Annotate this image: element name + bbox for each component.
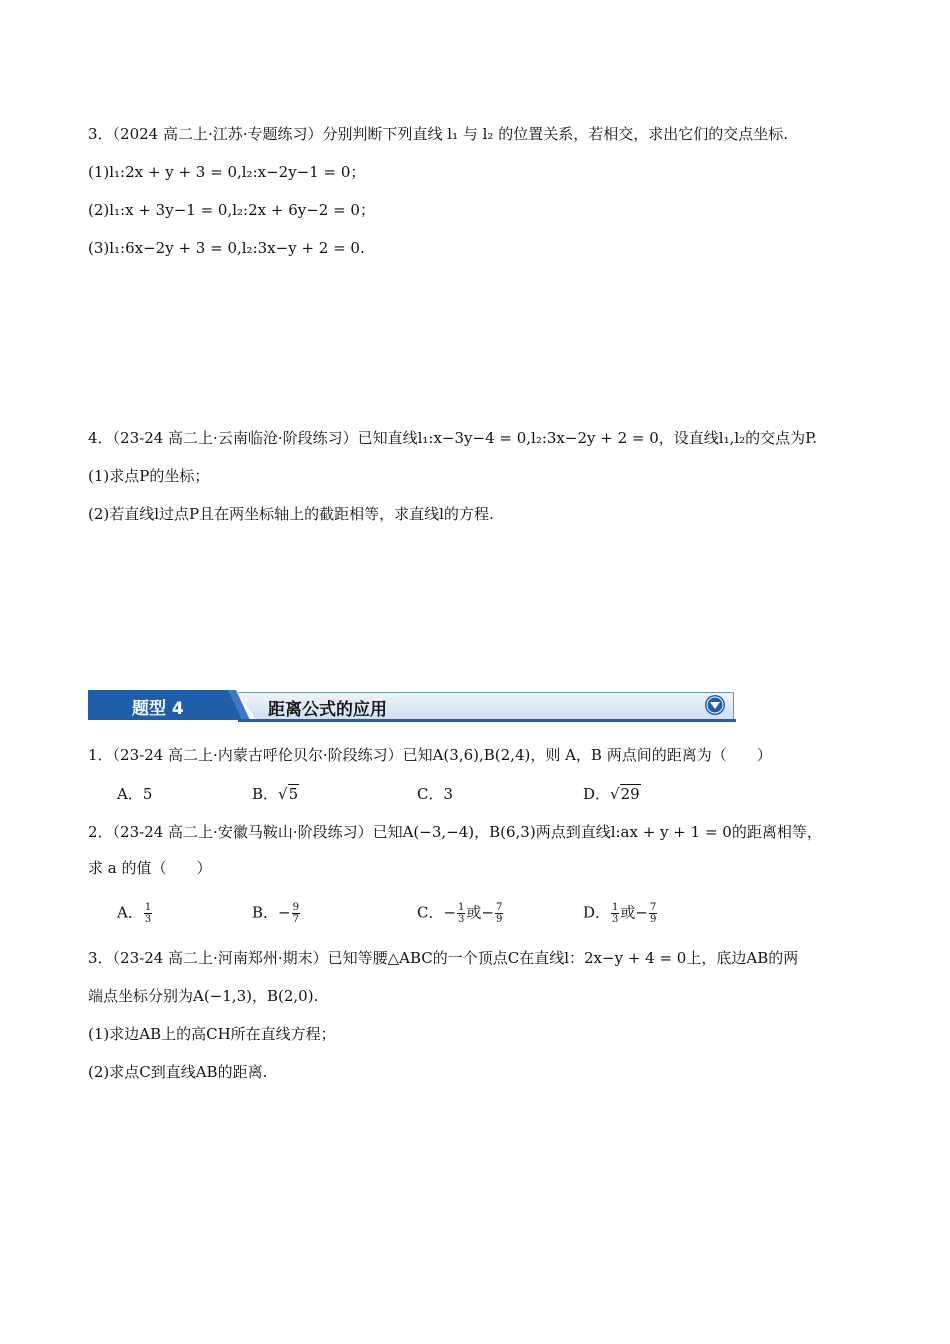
numerator: 1	[144, 902, 152, 913]
denominator: 7	[292, 914, 299, 925]
section-banner	[88, 690, 736, 722]
s2-option-c-mid: 或−	[466, 903, 494, 922]
fraction	[457, 902, 465, 925]
s3-stem-line-2: 端点坐标分别为A(−1,3)，B(2,0).	[88, 987, 319, 1005]
sqrt-sign: √29	[610, 785, 640, 803]
denominator: 9	[649, 914, 657, 925]
denominator: 9	[496, 914, 503, 925]
q3-part-1: (1)l₁:2x + y + 3 = 0,l₂:x−2y−1 = 0；	[88, 163, 366, 181]
numerator: 7	[649, 902, 657, 913]
s1-option-c: C．3	[417, 785, 454, 803]
fraction	[144, 902, 152, 925]
s1-option-d-radicand: 29	[620, 785, 640, 803]
chevron-down-circle-icon	[704, 694, 726, 716]
q3-stem: 3．（2024 高二上·江苏·专题练习）分别判断下列直线 l₁ 与 l₂ 的位置关系，若相交，求出它们的交点坐标.	[88, 125, 788, 143]
s2-stem-line-2: 求 a 的值（ ）	[88, 859, 212, 877]
s1-option-d	[583, 784, 641, 804]
numerator: 7	[496, 902, 503, 913]
fraction	[292, 902, 300, 925]
banner-title: 距离公式的应用	[268, 700, 387, 720]
denominator: 3	[144, 914, 152, 925]
s2-stem-line-1: 2．（23-24 高二上·安徽马鞍山·阶段练习）已知A(−3,−4)，B(6,3)两点到直线l:ax + y + 1 = 0的距离相等，	[88, 823, 822, 841]
s2-option-b	[252, 902, 301, 925]
s1-stem: 1．（23-24 高二上·内蒙古呼伦贝尔·阶段练习）已知A(3,6),B(2,4)，则 A，B 两点间的距离为（ ）	[88, 746, 772, 764]
q4-part-2: (2)若直线l过点P且在两坐标轴上的截距相等，求直线l的方程.	[88, 505, 494, 523]
fraction	[649, 902, 657, 925]
numerator: 1	[458, 902, 465, 913]
s1-option-b	[252, 784, 299, 804]
q4-stem: 4．（23-24 高二上·云南临沧·阶段练习）已知直线l₁:x−3y−4 = 0,l₂:3x−2y + 2 = 0，设直线l₁,l₂的交点为P.	[88, 429, 817, 447]
q3-part-2: (2)l₁:x + 3y−1 = 0,l₂:2x + 6y−2 = 0；	[88, 201, 375, 219]
denominator: 3	[458, 914, 465, 925]
numerator: 1	[612, 902, 619, 913]
s2-option-c	[417, 902, 504, 925]
fraction	[495, 902, 503, 925]
s2-option-d	[583, 902, 658, 925]
s2-option-c-prefix: C．−	[417, 903, 457, 922]
sqrt-sign: √5	[278, 785, 299, 803]
s1-option-b-prefix: B．	[252, 785, 279, 803]
banner-label: 题型 4	[132, 699, 184, 719]
numerator: 9	[292, 902, 299, 913]
s2-option-a	[117, 902, 153, 925]
s3-stem-line-1: 3．（23-24 高二上·河南郑州·期末）已知等腰△ABC的一个顶点C在直线l：2x−y + 4 = 0上，底边AB的两	[88, 949, 799, 967]
q3-part-3: (3)l₁:6x−2y + 3 = 0,l₂:3x−y + 2 = 0.	[88, 239, 365, 257]
s3-part-1: (1)求边AB上的高CH所在直线方程；	[88, 1025, 336, 1043]
q4-part-1: (1)求点P的坐标；	[88, 467, 210, 485]
s2-option-d-prefix: D．	[583, 903, 611, 922]
s2-option-b-prefix: B．−	[252, 903, 291, 922]
s3-part-2: (2)求点C到直线AB的距离.	[88, 1063, 268, 1081]
s2-option-a-prefix: A．	[117, 903, 143, 922]
s1-option-b-radicand: 5	[288, 785, 299, 803]
fraction	[611, 902, 619, 925]
s1-option-a: A．5	[117, 785, 153, 803]
s1-option-d-prefix: D．	[583, 785, 611, 803]
denominator: 3	[612, 914, 619, 925]
s2-option-d-mid: 或−	[620, 903, 648, 922]
